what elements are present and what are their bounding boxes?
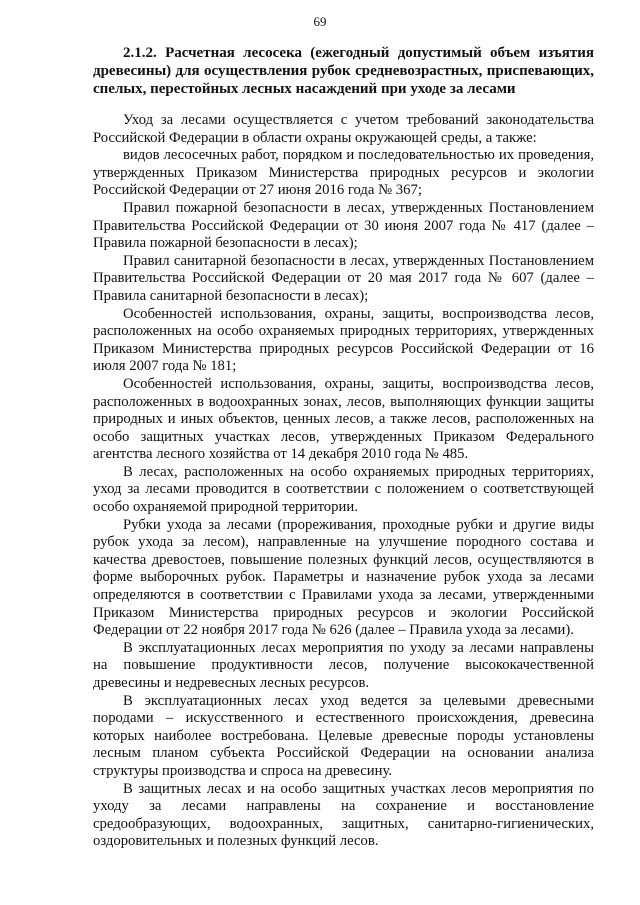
body-text: [93, 112, 594, 851]
paragraph: Рубки ухода за лесами (прореживания, проходные рубки и другие виды рубок ухода за лесом), направленные на улучшение породного состава и качества древостоев, повышение полезных функций лесов, осуществляются в форме выборочных рубок. Параметры и назначение рубок ухода за лесами определяются в соответствии с Правилами ухода за лесами, утвержденными Приказом Министерства природных ресурсов и экологии Российской Федерации от 22 ноября 2017 года № 626 (далее – Правила ухода за лесами).: [93, 516, 594, 639]
paragraph: В лесах, расположенных на особо охраняемых природных территориях, уход за лесами проводится в соответствии с положением о соответствующей особо охраняемой природной территории.: [93, 463, 594, 516]
paragraph: В эксплуатационных лесах уход ведется за целевыми древесными породами – искусственного и естественного происхождения, древесина которых наиболее востребована. Целевые древесные породы установлены лесным планом субъекта Российской Федерации на основании анализа структуры производства и спроса на древесину.: [93, 692, 594, 779]
paragraph: Правил санитарной безопасности в лесах, утвержденных Постановлением Правительства Российской Федерации от 20 мая 2017 года № 607 (далее – Правила санитарной безопасности в лесах);: [93, 252, 594, 304]
paragraph: видов лесосечных работ, порядком и последовательностью их проведения, утвержденных Приказом Министерства природных ресурсов и экологии Российской Федерации от 27 июня 2016 года № 367;: [93, 147, 594, 199]
paragraph: В защитных лесах и на особо защитных участках лесов мероприятия по уходу за лесами направлены на сохранение и восстановление средообразующих, водоохранных, защитных, санитарно-гигиенических, оздоровительных и полезных функций лесов.: [93, 780, 594, 850]
paragraph: Уход за лесами осуществляется с учетом требований законодательства Российской Федерации в области охраны окружающей среды, а также:: [93, 112, 594, 146]
paragraph: Особенностей использования, охраны, защиты, воспроизводства лесов, расположенных в водоохранных зонах, лесов, выполняющих функции защиты природных и иных объектов, ценных лесов, а также лесов, расположенных на особо защитных участках лесов, утвержденных Приказом Федерального агентства лесного хозяйства от 14 декабря 2010 года № 485.: [93, 375, 594, 463]
page-number: 69: [313, 14, 327, 29]
paragraph: Особенностей использования, охраны, защиты, воспроизводства лесов, расположенных на особо охраняемых природных территориях, утвержденных Приказом Министерства природных ресурсов Российской Федерации от 16 июля 2007 года № 181;: [93, 305, 594, 375]
paragraph: В эксплуатационных лесах мероприятия по уходу за лесами направлены на повышение продуктивности лесов, получение высококачественной древесины и недревесных лесных ресурсов.: [93, 639, 594, 691]
paragraph: Правил пожарной безопасности в лесах, утвержденных Постановлением Правительства Российской Федерации от 30 июня 2007 года № 417 (далее – Правила пожарной безопасности в лесах);: [93, 199, 594, 252]
section-heading: 2.1.2. Расчетная лесосека (ежегодный допустимый объем изъятия древесины) для осуществления рубок средневозрастных, приспевающих, спелых, перестойных лесных насаждений при уходе за лесами: [93, 45, 594, 97]
